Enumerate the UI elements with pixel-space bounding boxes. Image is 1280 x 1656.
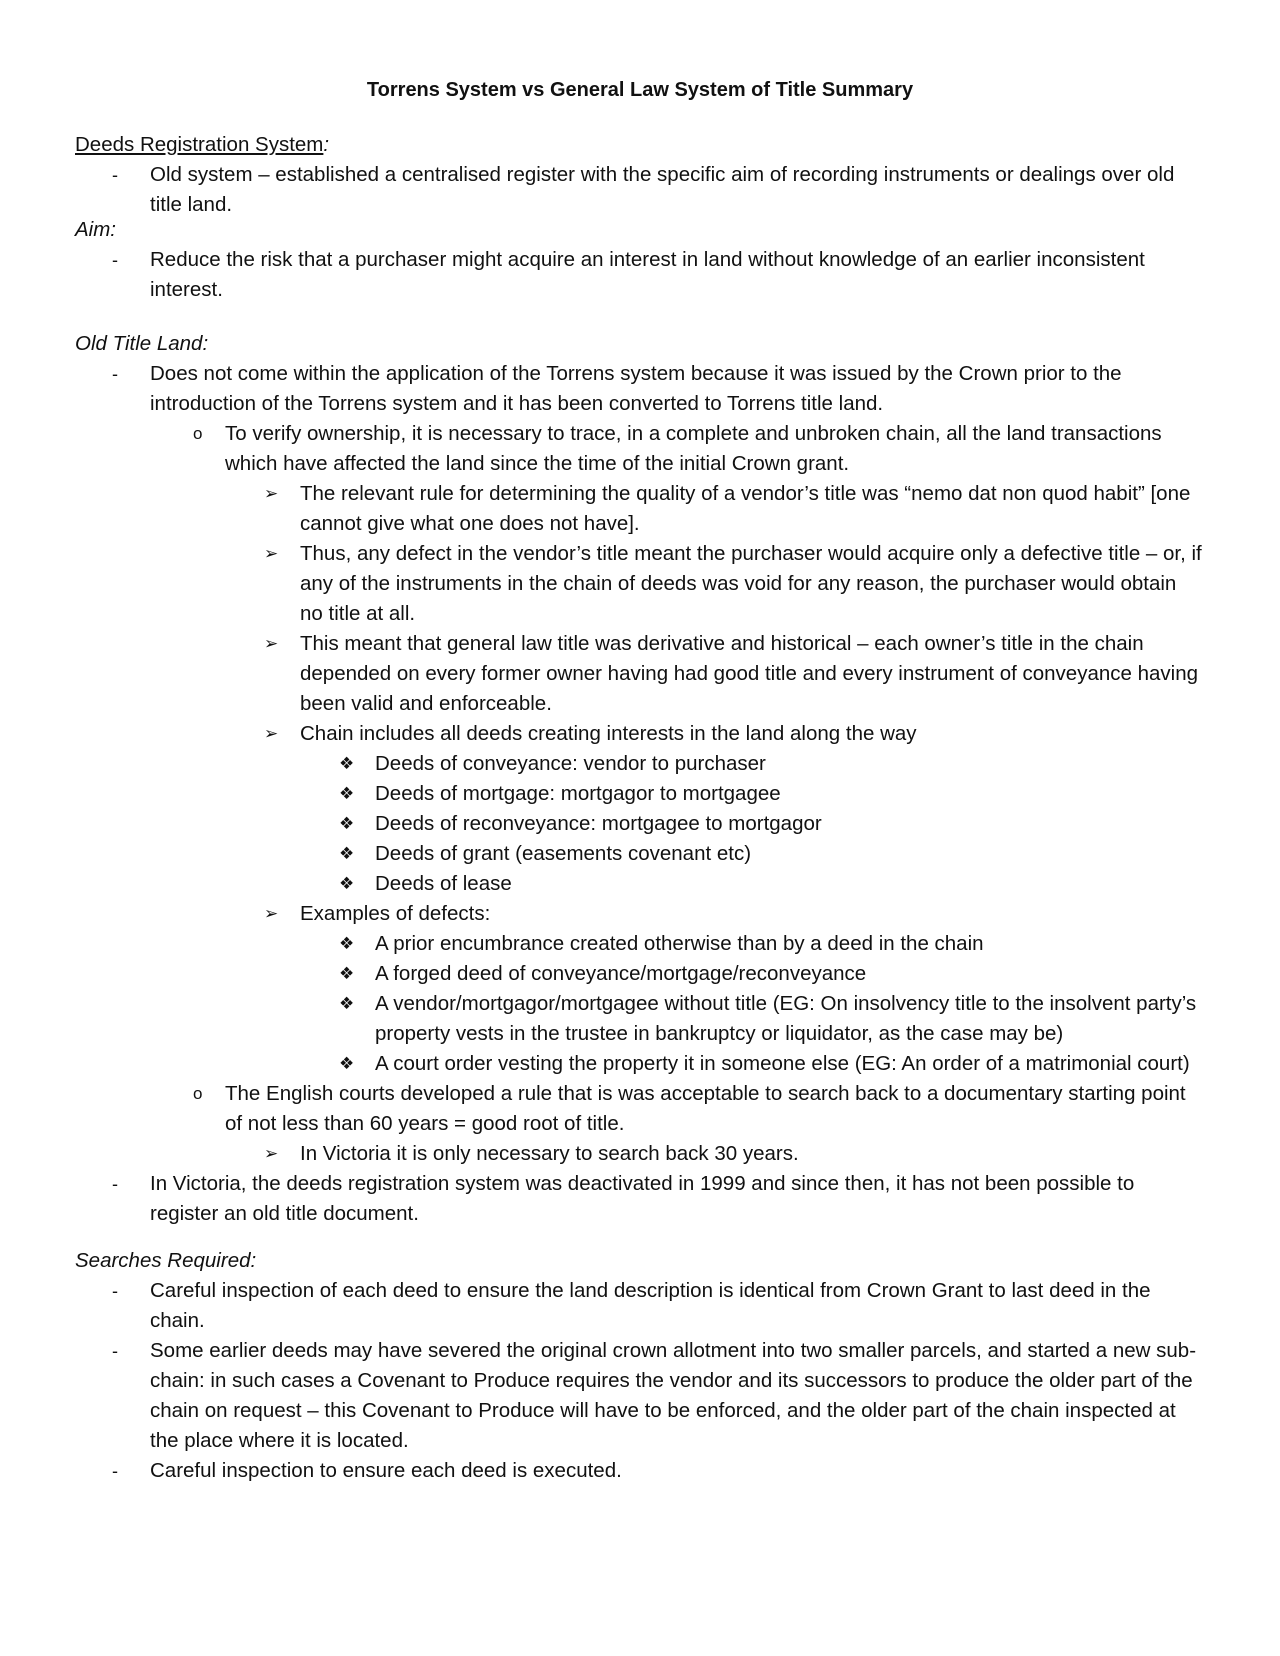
list-item-text: Chain includes all deeds creating interests in the land along the way [300,722,917,745]
diamond-list-item [339,959,1202,989]
dash-marker: - [112,364,118,384]
list-item-text: In Victoria, the deeds registration system was deactivated in 1999 and since then, it has not been possible to register an old title document. [150,1172,1135,1225]
list-item-text: Deeds of reconveyance: mortgagee to mortgagor [375,812,822,835]
list-item-text: Does not come within the application of the Torrens system because it was issued by the Crown prior to the introduction of the Torrens system and it has been converted to Torrens title land. [150,362,1122,415]
diamond-list-item [339,839,1202,869]
list-item [112,1169,1202,1229]
list-item [112,1276,1202,1336]
bullet-list [75,359,1202,1229]
bullet-list [75,245,1202,305]
diamond-list-item [339,809,1202,839]
diamond-list-item [339,869,1202,899]
diamond-list-item [339,779,1202,809]
diamond-marker: ❖ [339,994,355,1013]
section-old-title-land [75,329,1202,1229]
list-item-text: Old system – established a centralised register with the specific aim of recording instruments or dealings over old title land. [150,163,1175,216]
arrow-marker: ➢ [264,904,279,923]
arrow-marker: ➢ [264,724,279,743]
list-item-text: Examples of defects: [300,902,491,925]
arrow-marker: ➢ [264,484,279,503]
sub-list-item [193,1079,1202,1139]
section-searches-required [75,1246,1202,1486]
list-item-text: Deeds of mortgage: mortgagor to mortgagee [375,782,781,805]
list-item-text: A court order vesting the property it in someone else (EG: An order of a matrimonial court) [375,1052,1190,1075]
list-item-text: Deeds of lease [375,872,512,895]
diamond-marker: ❖ [339,844,355,863]
arrow-list-item [264,539,1202,629]
arrow-marker: ➢ [264,544,279,563]
list-item-text: Deeds of conveyance: vendor to purchaser [375,752,766,775]
arrow-list-item [264,719,1202,749]
heading-colon: : [323,133,330,156]
heading-old-title-land: Old Title Land: [75,332,209,355]
list-item [112,160,1202,220]
list-item [112,1456,1202,1486]
diamond-marker: ❖ [339,934,355,953]
list-item-text: A vendor/mortgagor/mortgagee without title (EG: On insolvency title to the insolvent party’s property vests in the trustee in bankruptcy or liquidator, as the case may be) [375,992,1197,1045]
list-item [112,359,1202,419]
document-title: Torrens System vs General Law System of Title Summary [366,79,914,101]
list-item-text: Careful inspection of each deed to ensure the land description is identical from Crown Grant to last deed in the chain. [150,1279,1151,1332]
list-item [112,1336,1202,1456]
list-item [112,245,1202,305]
list-item-text: In Victoria it is only necessary to search back 30 years. [300,1142,799,1165]
bullet-list [75,1276,1202,1486]
list-item-text: Reduce the risk that a purchaser might acquire an interest in land without knowledge of an earlier inconsistent interest. [150,248,1145,301]
list-item-text: The relevant rule for determining the quality of a vendor’s title was “nemo dat non quod habit” [one cannot give what one does not have]. [300,482,1191,535]
list-item-text: Some earlier deeds may have severed the original crown allotment into two smaller parcels, and started a new sub-chain: in such cases a Covenant to Produce requires the vendor and its successors to produce the older part of the chain on request – this Covenant to Produce will have to be enforced, and the older part of the chain inspected at the place where it is located. [150,1339,1197,1452]
dash-marker: - [112,250,118,270]
dash-marker: - [112,1461,118,1481]
list-item-text: Careful inspection to ensure each deed is executed. [150,1459,622,1482]
list-item-text: Deeds of grant (easements covenant etc) [375,842,752,865]
section-aim [75,215,1202,305]
list-item-text: A prior encumbrance created otherwise than by a deed in the chain [375,932,984,955]
diamond-list-item [339,929,1202,959]
arrow-marker: ➢ [264,1144,279,1163]
dash-marker: - [112,1174,118,1194]
diamond-marker: ❖ [339,754,355,773]
bullet-list [75,160,1202,220]
arrow-list-item [264,1139,1202,1169]
circle-marker: o [193,1084,203,1103]
diamond-marker: ❖ [339,1054,355,1073]
diamond-marker: ❖ [339,964,355,983]
diamond-marker: ❖ [339,874,355,893]
diamond-marker: ❖ [339,814,355,833]
list-item-text: This meant that general law title was derivative and historical – each owner’s title in the chain depended on every former owner having had good title and every instrument of conveyance having been valid and enforceable. [300,632,1199,715]
arrow-list-item [264,899,1202,929]
diamond-marker: ❖ [339,784,355,803]
sub-list-item [193,419,1202,479]
dash-marker: - [112,1341,118,1361]
arrow-list-item [264,629,1202,719]
arrow-marker: ➢ [264,634,279,653]
section-deeds-registration [75,130,1202,220]
list-item-text: A forged deed of conveyance/mortgage/reconveyance [375,962,867,985]
dash-marker: - [112,1281,118,1301]
heading-searches-required: Searches Required: [75,1249,257,1272]
list-item-text: To verify ownership, it is necessary to trace, in a complete and unbroken chain, all the land transactions which have affected the land since the time of the initial Crown grant. [225,422,1162,475]
heading-deeds-registration: Deeds Registration System [75,133,324,156]
diamond-list-item [339,989,1202,1049]
diamond-list-item [339,1049,1202,1079]
list-item-text: The English courts developed a rule that is was acceptable to search back to a documentary starting point of not less than 60 years = good root of title. [225,1082,1186,1135]
dash-marker: - [112,165,118,185]
circle-marker: o [193,424,203,443]
diamond-list-item [339,749,1202,779]
arrow-list-item [264,479,1202,539]
section-heading [75,130,1202,160]
list-item-text: Thus, any defect in the vendor’s title meant the purchaser would acquire only a defective title – or, if any of the instruments in the chain of deeds was void for any reason, the purchaser would obtain no title at all. [300,542,1202,625]
heading-aim: Aim: [75,218,116,241]
